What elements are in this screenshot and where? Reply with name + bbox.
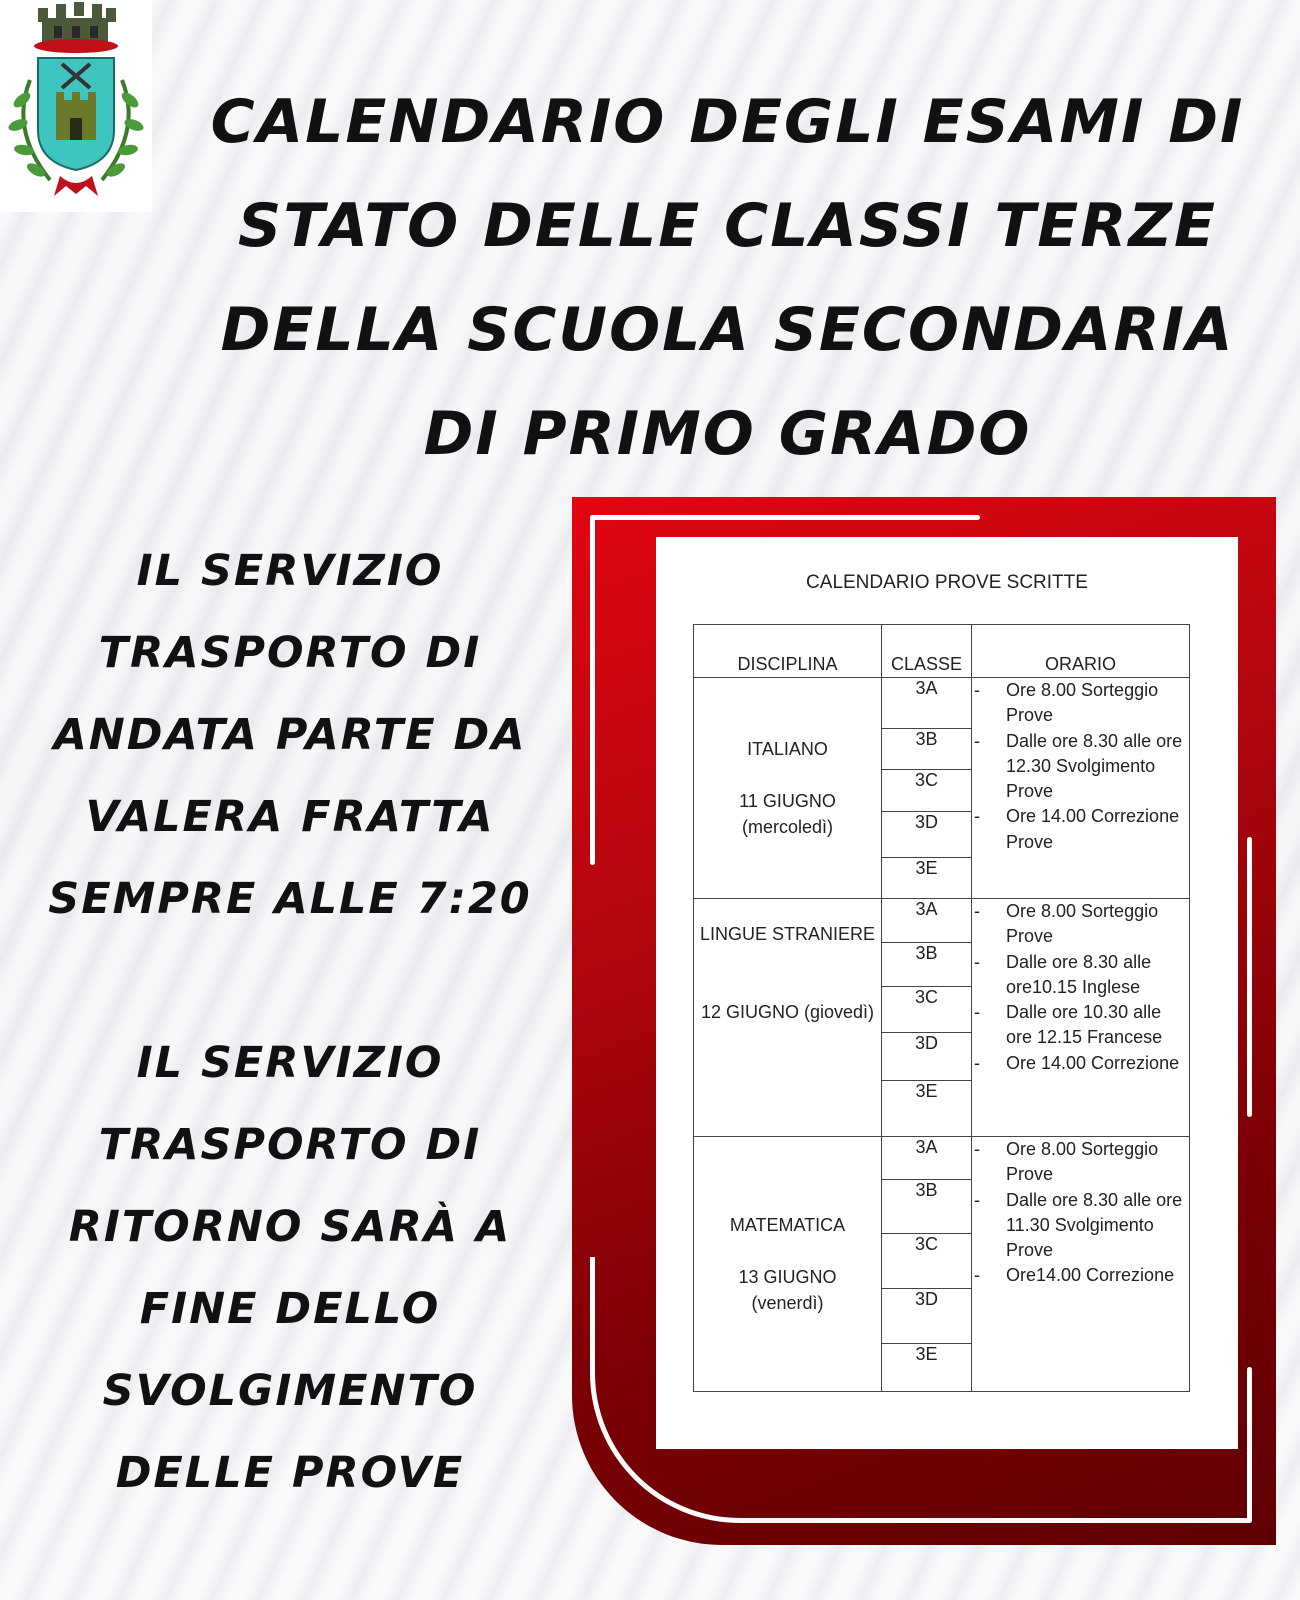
table-row [694,899,1190,943]
header-disciplina: DISCIPLINA [694,625,882,678]
calendar-table [693,624,1190,1392]
class-cell: 3D [882,812,972,858]
class-cell: 3B [882,943,972,987]
transport-andata-notice [10,530,570,940]
calendar-document [656,537,1238,1449]
notice-line: IL SERVIZIO [136,546,444,596]
subject-date: 12 GIUGNO (giovedì) [700,1002,875,1022]
notice-line: IL SERVIZIO [136,1038,444,1088]
subject-cell [694,899,882,1137]
schedule-item: - Ore 14.00 Correzione Prove [972,804,1189,855]
title-line: STATO DELLE CLASSI TERZE [238,191,1217,261]
notice-line: RITORNO SARÀ A [68,1202,512,1252]
schedule-cell [972,678,1190,899]
notice-line: TRASPORTO DI [98,1120,482,1170]
subject-name: LINGUE STRANIERE [699,924,876,944]
class-cell: 3B [882,729,972,770]
subject-name: ITALIANO [747,739,828,759]
calendar-title: CALENDARIO PROVE SCRITTE [806,572,1088,593]
schedule-item: - Dalle ore 8.30 alle ore 12.30 Svolgimento Prove [972,729,1189,805]
class-cell: 3E [882,1081,972,1137]
schedule-item: - Dalle ore 8.30 alle ore 11.30 Svolgimento Prove [972,1188,1189,1264]
page-title [165,70,1290,486]
notice-line: SVOLGIMENTO [102,1366,478,1416]
header-orario: ORARIO [972,625,1190,678]
subject-cell [694,678,882,899]
class-cell: 3E [882,858,972,899]
class-cell: 3D [882,1289,972,1344]
class-cell: 3A [882,678,972,729]
schedule-item: - Ore 8.00 Sorteggio Prove [972,1137,1189,1188]
notice-line: FINE DELLO [139,1284,441,1334]
frame-line [1247,1367,1252,1522]
table-row [694,1137,1190,1180]
class-cell: 3A [882,899,972,943]
notice-line: TRASPORTO DI [98,628,482,678]
title-line: DI PRIMO GRADO [423,399,1032,469]
schedule-item: - Dalle ore 10.30 alle ore 12.15 Francese [972,1000,1189,1051]
schedule-item: - Dalle ore 8.30 alle ore10.15 Inglese [972,950,1189,1001]
frame-line [590,515,980,520]
schedule-item: - Ore 8.00 Sorteggio Prove [972,899,1189,950]
municipal-crest-icon [0,0,152,212]
title-line: CALENDARIO DEGLI ESAMI DI [210,87,1245,157]
notice-line: SEMPRE ALLE 7:20 [48,874,532,924]
class-cell: 3D [882,1033,972,1081]
class-cell: 3E [882,1344,972,1392]
notice-line: ANDATA PARTE DA [53,710,527,760]
table-row [694,678,1190,729]
class-cell: 3C [882,1234,972,1289]
schedule-item: - Ore14.00 Correzione [972,1263,1189,1288]
frame-line [802,1518,1252,1523]
table-header-row [694,625,1190,678]
schedule-item: - Ore 8.00 Sorteggio Prove [972,678,1189,729]
subject-name: MATEMATICA [729,1215,846,1235]
class-cell: 3C [882,770,972,812]
subject-date: 13 GIUGNO [738,1267,837,1287]
schedule-cell [972,899,1190,1137]
header-classe: CLASSE [882,625,972,678]
frame-line [1247,837,1252,1117]
class-cell: 3B [882,1180,972,1234]
schedule-item: - Ore 14.00 Correzione [972,1051,1189,1076]
notice-line: DELLE PROVE [115,1448,465,1498]
title-line: DELLA SCUOLA SECONDARIA [220,295,1235,365]
class-cell: 3C [882,987,972,1033]
subject-cell [694,1137,882,1392]
notice-line: VALERA FRATTA [85,792,495,842]
class-cell: 3A [882,1137,972,1180]
schedule-cell [972,1137,1190,1392]
subject-date: 11 GIUGNO [739,791,836,811]
transport-ritorno-notice [10,1022,570,1514]
subject-day: (mercoledì) [741,817,834,837]
subject-day: (venerdì) [751,1293,824,1313]
frame-line [590,515,595,865]
